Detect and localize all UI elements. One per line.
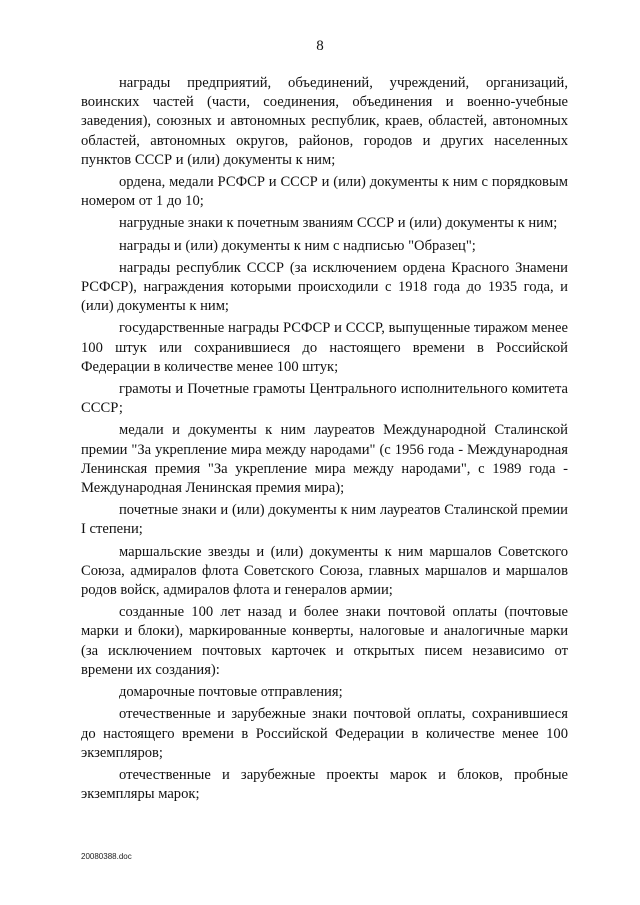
document-body: [81, 74, 568, 807]
paragraph-peace-prize-medals: медали и документы к ним лауреатов Международной Сталинской премии "За укрепление мира между народами" (с 1956 года - Международная Ленинская премия "За укрепление мира между народами", с 1989 года - Международная Ленинская премия мира);: [81, 422, 568, 497]
paragraph-state-awards: государственные награды РСФСР и СССР, выпущенные тиражом менее 100 штук или сохранившиеся до настоящего времени в Российской Федерации в количестве менее 100 штук;: [81, 320, 568, 375]
paragraph-badges-honorary-titles: нагрудные знаки к почетным званиям СССР и (или) документы к ним;: [119, 215, 558, 232]
paragraph-republic-awards: награды республик СССР (за исключением ордена Красного Знамени РСФСР), награждения которыми происходили с 1918 года до 1935 года, и (или) документы к ним;: [81, 259, 568, 315]
page-number: 8: [316, 38, 324, 54]
paragraph-pre-stamp-mail: домарочные почтовые отправления;: [119, 684, 343, 701]
paragraph-postage-signs: созданные 100 лет назад и более знаки почтовой оплаты (почтовые марки и блоки), маркированные конверты, налоговые и аналогичные марки (за исключением почтовых карточек и открытых писем независимо от времени их создания):: [81, 604, 568, 678]
paragraph-enterprise-awards: награды предприятий, объединений, учреждений, организаций, воинских частей (части, соединения, объединения и военно-учебные заведения), союзных и автономных республик, краев, областей, автономных областей, автономных округов, районов, городов и других населенных пунктов СССР и (или) документы к ним;: [81, 75, 568, 168]
paragraph-sample-awards: награды и (или) документы к ним с надписью "Образец";: [119, 237, 476, 254]
paragraph-stalin-prize-badges: почетные знаки и (или) документы к ним лауреатов Сталинской премии I степени;: [81, 502, 568, 538]
paragraph-marshal-stars: маршальские звезды и (или) документы к ним маршалов Советского Союза, адмиралов флота Советского Союза, главных маршалов и маршалов родов войск, адмиралов флота и генералов армии;: [81, 543, 568, 599]
footer-filename: 20080388.doc: [81, 852, 132, 861]
paragraph-domestic-foreign-postage: отечественные и зарубежные знаки почтовой оплаты, сохранившиеся до настоящего времени в Российской Федерации в количестве менее 100 экземпляров;: [81, 706, 568, 761]
paragraph-stamp-projects: отечественные и зарубежные проекты марок и блоков, пробные экземпляры марок;: [81, 766, 568, 803]
paragraph-certificates: грамоты и Почетные грамоты Центрального исполнительного комитета СССР;: [81, 381, 568, 417]
paragraph-orders-medals: ордена, медали РСФСР и СССР и (или) документы к ним с порядковым номером от 1 до 10;: [81, 174, 568, 210]
